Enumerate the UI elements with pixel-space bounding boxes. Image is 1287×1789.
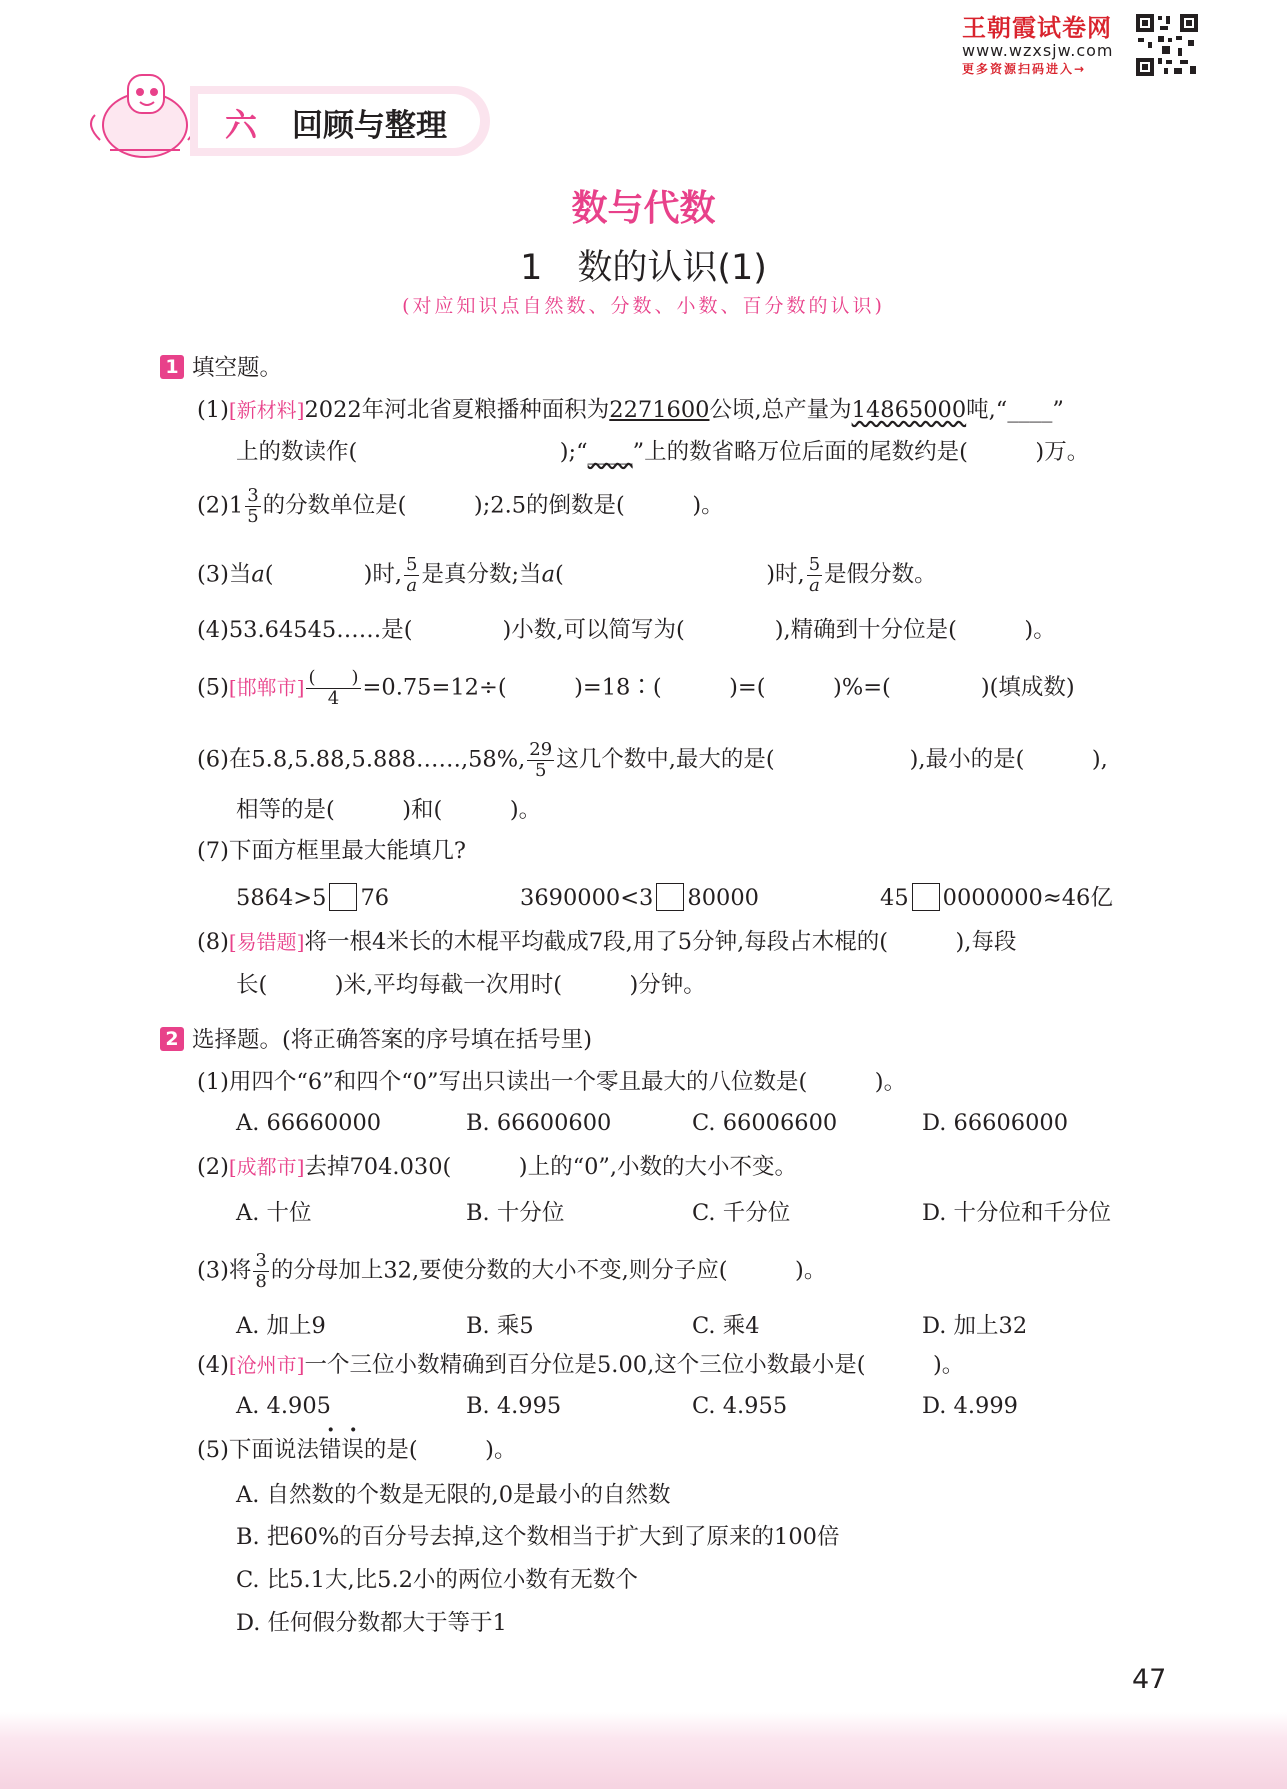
option-b[interactable]: B. 十分位 xyxy=(466,1200,565,1226)
part1-q8-line1: (8)[易错题]将一根4米长的木棍平均截成7段,用了5分钟,每段占木棍的( ),每段 xyxy=(197,929,1017,955)
option-a[interactable]: A. 4.905 xyxy=(236,1393,331,1419)
source-tag: [新材料] xyxy=(228,398,305,422)
unit-number: 六 xyxy=(225,106,258,144)
option-d[interactable]: D. 任何假分数都大于等于1 xyxy=(236,1610,507,1636)
emphasis-char: 误 xyxy=(341,1437,364,1463)
option-a[interactable]: A. 十位 xyxy=(236,1200,312,1226)
brand-block xyxy=(962,8,1132,77)
part1-title: 填空题。 xyxy=(192,355,283,381)
fraction: $\frac{29}{5}$ xyxy=(529,739,553,781)
part1-heading xyxy=(160,353,282,383)
fraction: $\frac{( )}{4}$ xyxy=(308,667,359,709)
part2-q2: (2)[成都市]去掉704.030( )上的“0”,小数的大小不变。 xyxy=(197,1154,798,1180)
fraction: $\frac{5}{a}$ xyxy=(406,554,418,596)
option-c[interactable]: C. 4.955 xyxy=(692,1393,788,1419)
part1-q6-line2: 相等的是( )和( )。 xyxy=(236,797,542,823)
source-tag: [易错题] xyxy=(228,930,305,954)
option-a[interactable]: A. 66660000 xyxy=(236,1110,382,1136)
part2-q3: (3)将 $\frac{3}{8}$ 的分母加上32,要使分数的大小不变,则分子应( )。 xyxy=(197,1250,827,1292)
option-b[interactable]: B. 4.995 xyxy=(466,1393,562,1419)
section-title: 数与代数 xyxy=(571,188,716,229)
fraction: $\frac{3}{8}$ xyxy=(255,1250,267,1292)
answer-box[interactable] xyxy=(656,883,684,911)
box-item: 3690000<3 80000 xyxy=(520,885,759,911)
area-value: 2271600 xyxy=(609,397,710,423)
fraction: $\frac{5}{a}$ xyxy=(808,554,821,596)
option-d[interactable]: D. 66606000 xyxy=(922,1110,1069,1136)
yield-value: 14865000 xyxy=(851,397,967,423)
lesson-title: 1 数的认识(1) xyxy=(520,248,767,288)
option-a[interactable]: A. 自然数的个数是无限的,0是最小的自然数 xyxy=(236,1482,671,1508)
brand-tip: 更多资源扫码进入→ xyxy=(962,62,1087,76)
answer-blank[interactable]: ____ xyxy=(587,439,633,465)
option-c[interactable]: C. 乘4 xyxy=(692,1313,760,1339)
fraction: $\frac{3}{5}$ xyxy=(247,485,259,527)
part1-q5: (5)[邯郸市] $\frac{( )}{4}$ =0.75=12÷( )=18∶( )=( )%=( )(填成数) xyxy=(197,667,1075,709)
option-b[interactable]: B. 66600600 xyxy=(466,1110,612,1136)
brand-url[interactable]: www.wzxsjw.com xyxy=(962,41,1114,60)
part1-q4: (4)53.64545……是( )小数,可以简写为( ),精确到十分位是( )。 xyxy=(197,617,1056,643)
option-d[interactable]: D. 4.999 xyxy=(922,1393,1018,1419)
unit-title: 回顾与整理 xyxy=(292,108,447,144)
part2-q4: (4)[沧州市]一个三位小数精确到百分位是5.00,这个三位小数最小是( )。 xyxy=(197,1352,965,1378)
footer-band xyxy=(0,1712,1287,1789)
part2-number-badge: 2 xyxy=(160,1027,184,1051)
option-c[interactable]: C. 千分位 xyxy=(692,1200,791,1226)
answer-box[interactable] xyxy=(329,883,357,911)
box-item: 45 0000000≈46亿 xyxy=(880,885,1113,911)
part1-number-badge: 1 xyxy=(160,355,184,379)
part1-q3: (3)当a( )时, $\frac{5}{a}$ 是真分数;当a( )时, $\frac{5}{a}$ 是假分数。 xyxy=(197,554,937,596)
brand-name: 王朝霞试卷网 xyxy=(962,14,1112,42)
part1-q1-line2: 上的数读作( );“____”上的数省略万位后面的尾数约是( )万。 xyxy=(236,439,1090,465)
option-c[interactable]: C. 66006600 xyxy=(692,1110,838,1136)
answer-box[interactable] xyxy=(912,883,940,911)
source-tag: [成都市] xyxy=(228,1155,305,1179)
option-b[interactable]: B. 乘5 xyxy=(466,1313,534,1339)
option-d[interactable]: D. 加上32 xyxy=(922,1313,1028,1339)
part2-q5: (5)下面说法错误的是( )。 xyxy=(197,1437,517,1463)
lesson-note: (对应知识点自然数、分数、小数、百分数的认识) xyxy=(402,295,885,317)
part2-q1: (1)用四个“6”和四个“0”写出只读出一个零且最大的八位数是( )。 xyxy=(197,1069,907,1095)
source-tag: [邯郸市] xyxy=(228,675,305,700)
box-item: 5864>5 76 xyxy=(236,885,390,911)
option-b[interactable]: B. 把60%的百分号去掉,这个数相当于扩大到了原来的100倍 xyxy=(236,1524,840,1550)
emphasis-char: 错 xyxy=(318,1437,342,1463)
page-number: 47 xyxy=(1132,1664,1167,1695)
part1-q6-line1: (6)在5.8,5.88,5.888……,58%, $\frac{29}{5}$ 这几个数中,最大的是( ),最小的是( ), xyxy=(197,739,1108,781)
qr-code-icon[interactable] xyxy=(1134,12,1200,78)
answer-blank[interactable]: ____ xyxy=(1007,397,1053,423)
option-c[interactable]: C. 比5.1大,比5.2小的两位小数有无数个 xyxy=(236,1567,638,1593)
part1-q2: (2)1 $\frac{3}{5}$ 的分数单位是( );2.5的倒数是( )。 xyxy=(197,485,724,527)
source-tag: [沧州市] xyxy=(228,1353,305,1377)
part1-q7: (7)下面方框里最大能填几? xyxy=(197,838,466,864)
part1-q1-line1: (1)[新材料]2022年河北省夏粮播种面积为2271600公顷,总产量为14865000吨,“____” xyxy=(197,397,1064,423)
part2-title: 选择题。(将正确答案的序号填在括号里) xyxy=(192,1027,593,1053)
option-a[interactable]: A. 加上9 xyxy=(236,1313,326,1339)
option-d[interactable]: D. 十分位和千分位 xyxy=(922,1200,1112,1226)
part2-heading xyxy=(160,1025,592,1055)
part1-q8-line2: 长( )米,平均每截一次用时( )分钟。 xyxy=(236,972,706,998)
